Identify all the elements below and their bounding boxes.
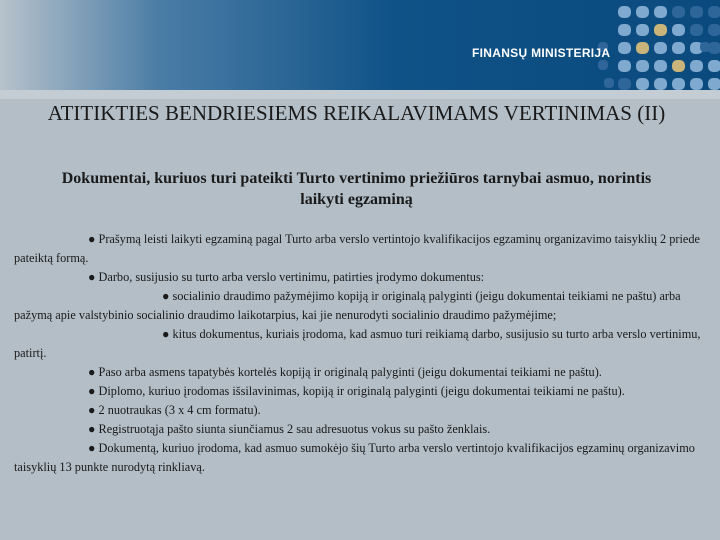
ministry-brand: FINANSŲ MINISTERIJA bbox=[472, 46, 611, 60]
list-item: ● Darbo, susijusio su turto arba verslo vertinimu, patirties įrodymo dokumentus: bbox=[88, 270, 485, 284]
logo-dot bbox=[636, 24, 649, 36]
logo-dot bbox=[654, 78, 667, 90]
logo-dot bbox=[618, 24, 631, 36]
slide-subtitle: Dokumentai, kuriuos turi pateikti Turto vertinimo priežiūros tarnybai asmuo, norintis laikyti egzaminą bbox=[61, 170, 652, 208]
logo-dot bbox=[654, 6, 667, 18]
logo-dot bbox=[636, 42, 649, 54]
list-item: ● Registruotąja pašto siunta siunčiamus 2 sau adresuotus vokus su pašto ženklais. bbox=[88, 422, 491, 436]
logo-dot bbox=[690, 6, 703, 18]
logo-dot bbox=[708, 6, 720, 18]
logo-dot bbox=[618, 60, 631, 72]
logo-dot bbox=[690, 60, 703, 72]
logo-dot bbox=[636, 60, 649, 72]
logo-dot bbox=[690, 24, 703, 36]
logo-dot bbox=[672, 78, 685, 90]
logo-dot bbox=[700, 42, 710, 52]
header-divider bbox=[0, 90, 720, 99]
list-item: ● 2 nuotraukas (3 x 4 cm formatu). bbox=[88, 403, 261, 417]
list-item: ● Diplomo, kuriuo įrodomas išsilavinimas, kopiją ir originalą palyginti (jeigu dokumentai teikiami ne paštu). bbox=[88, 384, 625, 398]
list-item: ● socialinio draudimo pažymėjimo kopiją ir originalą palyginti (jeigu dokumentai teikiami ne paštu) arba pažymą apie valstybinio socialinio draudimo laikotarpius, kai jie nenurodyti socialinio draudimo pažymėjime; bbox=[14, 289, 681, 322]
logo-dot bbox=[636, 6, 649, 18]
slide-title: ATITIKTIES BENDRIESIEMS REIKALAVIMAMS VERTINIMAS (II) bbox=[47, 101, 666, 125]
logo-dot bbox=[672, 42, 685, 54]
document-list bbox=[14, 230, 708, 477]
ministry-logo-dots-icon bbox=[0, 0, 720, 90]
logo-dot bbox=[672, 24, 685, 36]
list-item: ● kitus dokumentus, kuriais įrodoma, kad asmuo turi reikiamą darbo, susijusio su turto arba verslo vertinimu, patirtį. bbox=[14, 327, 701, 360]
logo-dot bbox=[672, 6, 685, 18]
list-item: ● Prašymą leisti laikyti egzaminą pagal Turto arba verslo vertintojo kvalifikacijos egzaminų organizavimo taisyklių 2 priede pateiktą formą. bbox=[14, 232, 700, 265]
logo-dot bbox=[604, 78, 614, 88]
header-banner bbox=[0, 0, 720, 90]
logo-dot bbox=[690, 78, 703, 90]
logo-dot bbox=[618, 6, 631, 18]
logo-dot bbox=[618, 78, 631, 90]
logo-dot bbox=[672, 60, 685, 72]
logo-dot bbox=[654, 60, 667, 72]
logo-dot bbox=[598, 60, 608, 70]
logo-dot bbox=[636, 78, 649, 90]
logo-dot bbox=[708, 60, 720, 72]
logo-dot bbox=[654, 42, 667, 54]
list-item: ● Dokumentą, kuriuo įrodoma, kad asmuo sumokėjo šių Turto arba verslo vertintojo kvalifikacijos egzaminų organizavimo taisyklių 13 punkte nurodytą rinkliavą. bbox=[14, 441, 695, 474]
logo-dot bbox=[618, 42, 631, 54]
logo-dot bbox=[654, 24, 667, 36]
logo-dot bbox=[708, 24, 720, 36]
logo-dot bbox=[708, 78, 720, 90]
list-item: ● Paso arba asmens tapatybės kortelės kopiją ir originalą palyginti (jeigu dokumentai teikiami ne paštu). bbox=[88, 365, 602, 379]
